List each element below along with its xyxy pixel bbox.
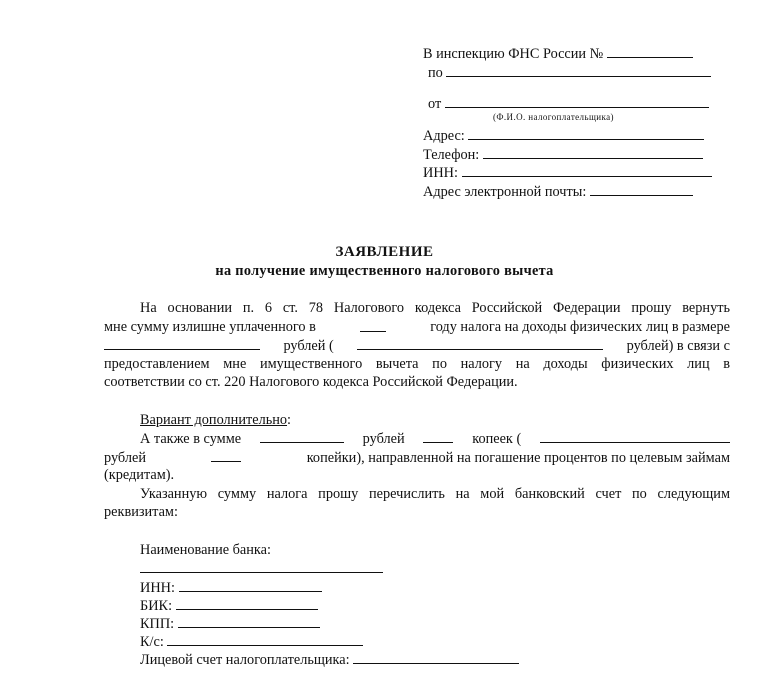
variant-label: Вариант дополнительно — [140, 412, 288, 428]
p2-line1-part-c: копеек ( — [472, 431, 522, 447]
ks-field[interactable] — [167, 632, 363, 646]
ot-label: от — [428, 96, 442, 112]
bik-line — [140, 596, 318, 615]
account-label: Лицевой счет налогоплательщика: — [140, 652, 350, 668]
po-line — [428, 63, 711, 82]
p2-line2-part-a: рублей — [104, 450, 146, 466]
p1-line4: предоставлением мне имущественного вычета по налогу на доходы физических лиц в — [104, 356, 730, 372]
p2-line2 — [104, 448, 730, 467]
taxpayer-name-field[interactable] — [445, 94, 709, 108]
header-inn-label: ИНН: — [423, 165, 458, 181]
fio-caption: (Ф.И.О. налогоплательщика) — [493, 112, 614, 122]
p1-line2-part-b: году налога на доходы физических лиц в размере — [430, 319, 730, 335]
po-label: по — [428, 65, 443, 81]
variant-colon: : — [287, 412, 292, 428]
p1-line2-part-a: мне сумму излишне уплаченного в — [104, 319, 316, 335]
p1-line2 — [104, 318, 730, 336]
bank-name-label: Наименование банка: — [140, 542, 271, 558]
inspection-line — [423, 44, 693, 63]
p3-line1: Указанную сумму налога прошу перечислить на мой банковский счет по следующим — [140, 486, 730, 502]
ot-line — [428, 94, 709, 113]
header-inn-line — [423, 163, 712, 182]
address-label: Адрес: — [423, 128, 465, 144]
account-line — [140, 650, 519, 669]
bank-inn-line — [140, 578, 322, 597]
header-inn-field[interactable] — [462, 163, 712, 177]
ks-line — [140, 632, 363, 651]
additional-kopecks-words-field[interactable] — [211, 448, 241, 462]
p2-line3: (кредитам). — [104, 467, 175, 483]
p1-line3 — [104, 336, 730, 355]
p1-line1: На основании п. 6 ст. 78 Налогового кодекса Российской Федерации прошу вернуть — [140, 300, 730, 316]
ks-label: К/с: — [140, 634, 164, 650]
refund-amount-field[interactable] — [104, 336, 260, 350]
p3-line2: реквизитам: — [104, 504, 178, 520]
bik-label: БИК: — [140, 598, 173, 614]
kpp-field[interactable] — [178, 614, 320, 628]
p2-line2-part-b: копейки), направленной на погашение процентов по целевым займам — [306, 450, 730, 466]
phone-field[interactable] — [483, 145, 703, 159]
additional-kopecks-field[interactable] — [423, 429, 453, 443]
address-field[interactable] — [468, 126, 704, 140]
p1-line3-part-a: рублей ( — [283, 338, 334, 354]
email-field[interactable] — [590, 182, 693, 196]
kpp-label: КПП: — [140, 616, 175, 632]
bik-field[interactable] — [176, 596, 318, 610]
p2-line1-part-b: рублей — [362, 431, 405, 447]
inspection-label: В инспекцию ФНС России № — [423, 46, 604, 62]
document-subtitle: на получение имущественного налогового вычета — [215, 263, 554, 279]
bank-inn-label: ИНН: — [140, 580, 175, 596]
email-line — [423, 182, 693, 201]
year-field[interactable] — [360, 318, 386, 332]
bank-inn-field[interactable] — [179, 578, 322, 592]
p2-line1-part-a: А также в сумме — [140, 431, 242, 447]
account-field[interactable] — [353, 650, 519, 664]
refund-amount-words-field[interactable] — [357, 336, 603, 350]
additional-rubles-field[interactable] — [260, 429, 344, 443]
p1-line5: соответствии со ст. 220 Налогового кодекса Российской Федерации. — [104, 374, 518, 390]
po-field[interactable] — [446, 63, 711, 77]
bank-name-field[interactable] — [140, 572, 383, 573]
p1-line3-part-b: рублей) в связи с — [626, 338, 730, 354]
email-label: Адрес электронной почты: — [423, 184, 587, 200]
p2-line1 — [140, 429, 730, 448]
phone-line — [423, 145, 703, 164]
document-title: ЗАЯВЛЕНИЕ — [335, 244, 434, 260]
kpp-line — [140, 614, 320, 633]
additional-amount-words-field[interactable] — [540, 429, 730, 443]
inspection-number-field[interactable] — [607, 44, 693, 58]
variant-heading — [140, 411, 291, 429]
address-line — [423, 126, 704, 145]
phone-label: Телефон: — [423, 147, 480, 163]
